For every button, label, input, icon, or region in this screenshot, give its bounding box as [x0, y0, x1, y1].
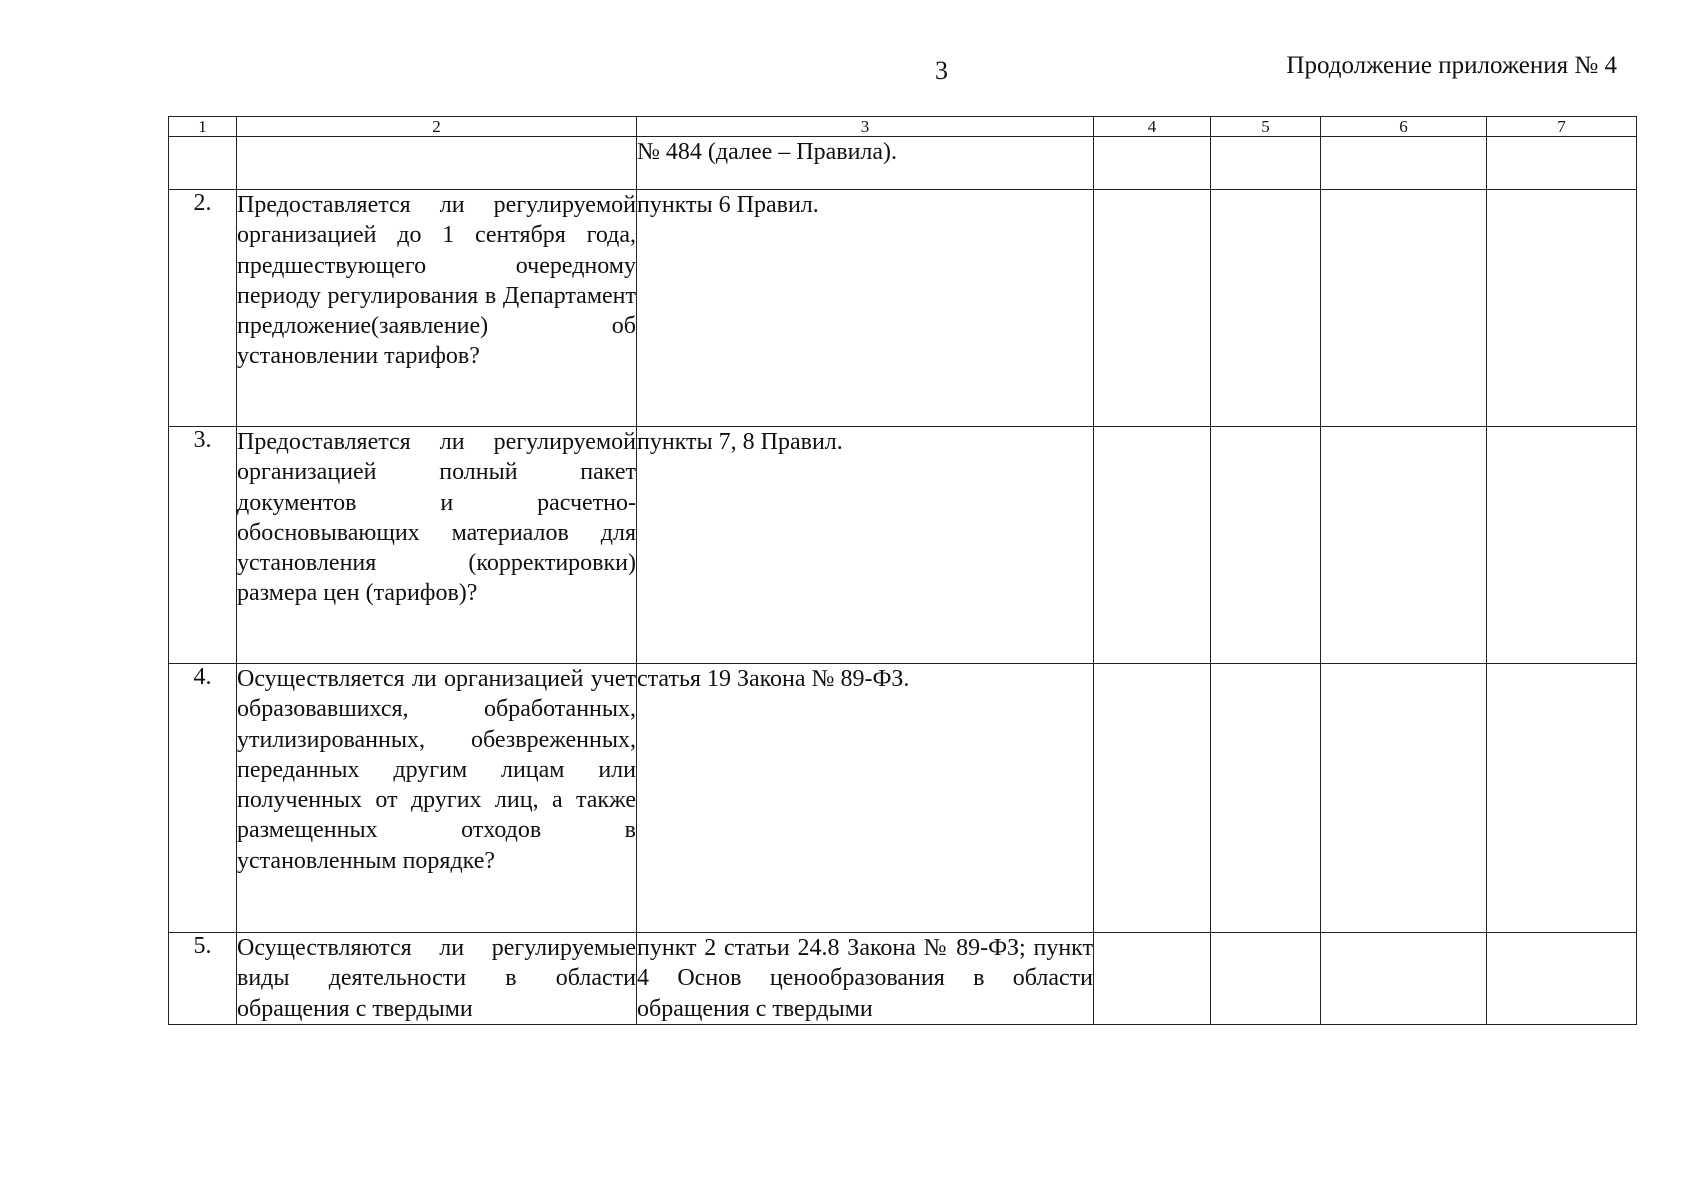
empty-cell	[1321, 933, 1487, 1025]
row-number: 4.	[169, 664, 237, 933]
empty-cell	[1094, 190, 1211, 427]
question-cell: Осуществляется ли организацией учет образовавшихся, обработанных, утилизированных, обезвреженных, переданных другим лицам или полученных от других лиц, а также размещенных отходов в установленным порядке?	[237, 664, 637, 933]
column-header-2: 2	[237, 117, 637, 137]
empty-cell	[1487, 664, 1637, 933]
empty-cell	[1211, 933, 1321, 1025]
empty-cell	[1487, 137, 1637, 190]
column-header-7: 7	[1487, 117, 1637, 137]
empty-cell	[1487, 190, 1637, 427]
empty-cell	[1094, 664, 1211, 933]
table-row	[169, 664, 1637, 933]
column-number-row	[169, 117, 1637, 137]
empty-cell	[1321, 190, 1487, 427]
empty-cell	[1487, 427, 1637, 664]
column-header-1: 1	[169, 117, 237, 137]
column-header-4: 4	[1094, 117, 1211, 137]
question-cell	[237, 137, 637, 190]
column-header-3: 3	[637, 117, 1094, 137]
empty-cell	[1211, 664, 1321, 933]
reference-cell: статья 19 Закона № 89-ФЗ.	[637, 664, 1094, 933]
row-number: 5.	[169, 933, 237, 1025]
table-row	[169, 137, 1637, 190]
row-number: 3.	[169, 427, 237, 664]
question-cell: Предоставляется ли регулируемой организацией полный пакет документов и расчетно-обосновывающих материалов для установления (корректировки) размера цен (тарифов)?	[237, 427, 637, 664]
empty-cell	[1321, 137, 1487, 190]
table-row	[169, 933, 1637, 1025]
row-number: 2.	[169, 190, 237, 427]
checklist-table	[168, 116, 1637, 1025]
reference-cell: пункты 7, 8 Правил.	[637, 427, 1094, 664]
column-header-5: 5	[1211, 117, 1321, 137]
empty-cell	[1487, 933, 1637, 1025]
empty-cell	[1321, 664, 1487, 933]
empty-cell	[1094, 137, 1211, 190]
reference-cell: пункт 2 статьи 24.8 Закона № 89-ФЗ; пункт 4 Основ ценообразования в области обращения с твердыми	[637, 933, 1094, 1025]
page-number: 3	[935, 56, 948, 85]
reference-cell: пункты 6 Правил.	[637, 190, 1094, 427]
empty-cell	[1094, 933, 1211, 1025]
table-row	[169, 427, 1637, 664]
column-header-6: 6	[1321, 117, 1487, 137]
empty-cell	[1211, 190, 1321, 427]
table-row	[169, 190, 1637, 427]
empty-cell	[1321, 427, 1487, 664]
reference-cell: № 484 (далее – Правила).	[637, 137, 1094, 190]
empty-cell	[1094, 427, 1211, 664]
row-number	[169, 137, 237, 190]
empty-cell	[1211, 137, 1321, 190]
empty-cell	[1211, 427, 1321, 664]
appendix-label: Продолжение приложения № 4	[1286, 52, 1617, 79]
question-cell: Предоставляется ли регулируемой организацией до 1 сентября года, предшествующего очередному периоду регулирования в Департамент предложение(заявление) об установлении тарифов?	[237, 190, 637, 427]
question-cell: Осуществляются ли регулируемые виды деятельности в области обращения с твердыми	[237, 933, 637, 1025]
